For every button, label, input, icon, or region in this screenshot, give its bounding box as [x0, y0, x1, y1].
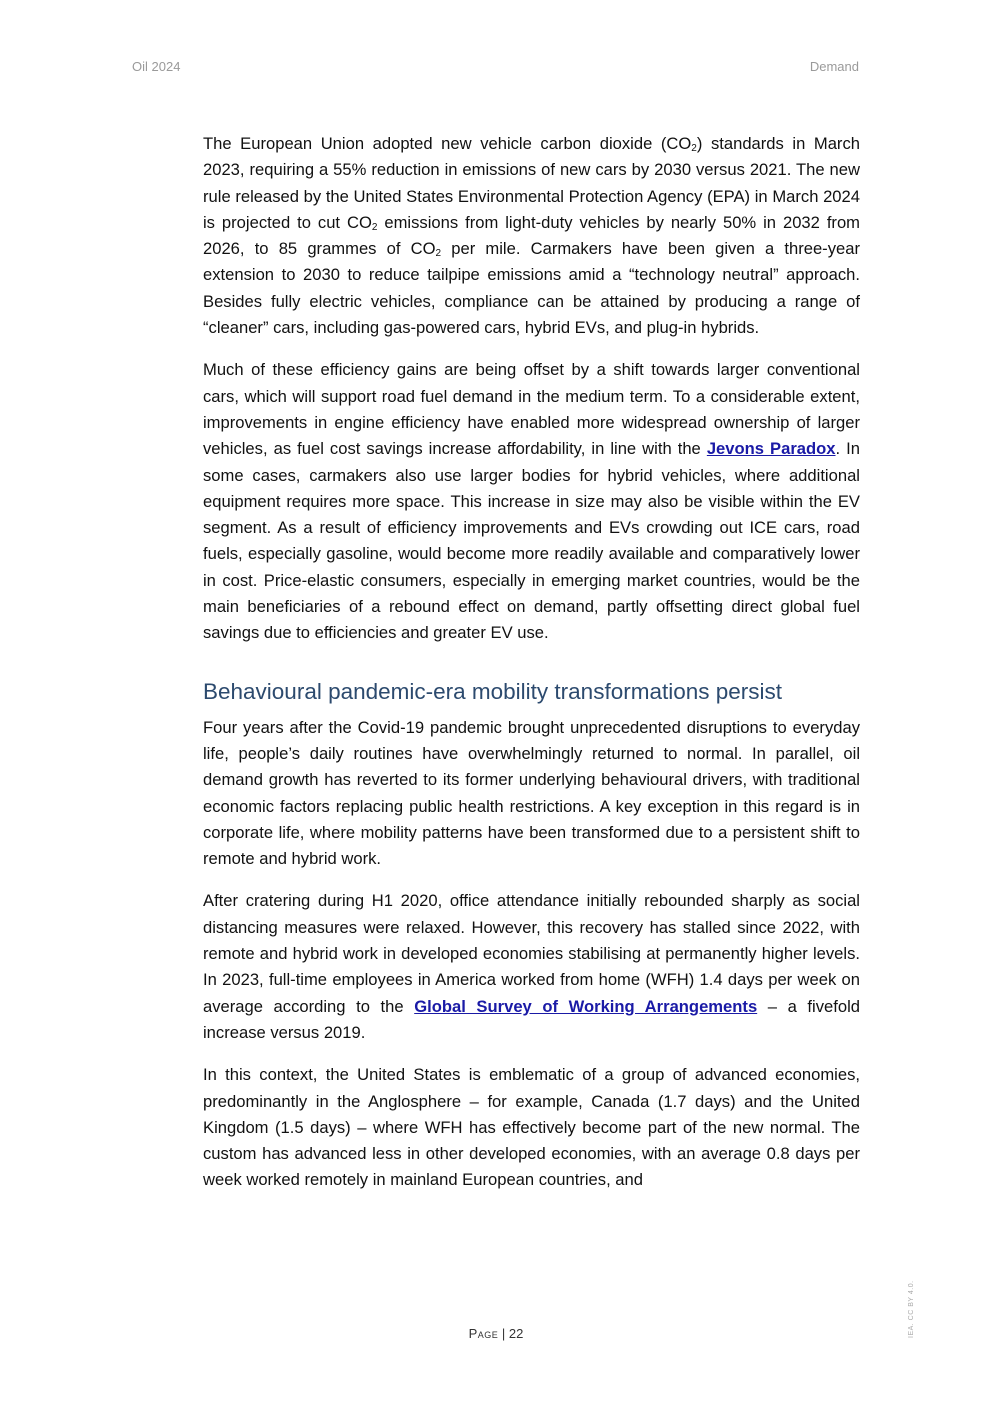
page-number: 22 [508, 1326, 524, 1341]
jevons-paradox-link[interactable]: Jevons Paradox [706, 439, 836, 459]
text-run: – a fivefold increase versus 2019. [203, 996, 860, 1042]
paragraph-pandemic: Four years after the Covid-19 pandemic brought unprecedented disruptions to everyday life, people’s daily routines have overwhelmingly returned to normal. In parallel, oil demand growth has reverted to its former underlying behavioural drivers, with traditional economic factors replacing public health restrictions. A key exception in this regard is in corporate life, where mobility patterns have been transformed due to a persistent shift to remote and hybrid work. [203, 717, 860, 869]
paragraph-efficiency-offset [203, 357, 860, 646]
text-run: . In some cases, carmakers also use larger bodies for hybrid vehicles, where additional equipment requires more space. This increase in size may also be visible within the EV segment. As a result of efficiency improvements and EVs crowding out ICE cars, road fuels, especially gasoline, would become more readily available and comparatively lower in cost. Price-elastic consumers, especially in emerging market countries, would be the main beneficiaries of a rebound effect on demand, partly offsetting direct global fuel savings due to efficiencies and greater EV use. [203, 439, 861, 643]
global-survey-link[interactable]: Global Survey of Working Arrangements [414, 996, 758, 1016]
header-report-title: Oil 2024 [132, 59, 181, 74]
text-run: The European Union adopted new vehicle carbon dioxide (CO [203, 134, 692, 153]
section-heading: Behavioural pandemic-era mobility transformations persist [203, 678, 783, 704]
main-content [203, 131, 860, 1210]
page-separator: | [498, 1326, 509, 1341]
paragraph-eu-standards [203, 131, 860, 341]
text-run: emissions from light-duty vehicles by nearly 50% in 2032 from 2026, to 85 grammes of CO [203, 212, 861, 259]
paragraph-us-context: In this context, the United States is emblematic of a group of advanced economies, predominantly in the Anglosphere – for example, Canada (1.7 days) and the United Kingdom (1.5 days) – where WFH has effectively become part of the new normal. The custom has advanced less in other developed economies, with an average 0.8 days per week worked remotely in mainland European countries, and [203, 1065, 860, 1190]
header-section-name: Demand [809, 59, 859, 74]
subscript: 2 [691, 143, 697, 154]
page-label: Page [468, 1326, 499, 1341]
subscript: 2 [435, 248, 442, 260]
text-run: Much of these efficiency gains are being offset by a shift towards larger conventional cars, which will support road fuel demand in the medium term. To a considerable extent, improvements in engine efficiency have enabled more widespread ownership of larger vehicles, as fuel cost savings increase affordability, in line with the [203, 360, 860, 459]
text-run: ) standards in March 2023, requiring a 55% reduction in emissions of new cars by 2030 versus 2021. The new rule released by the United States Environmental Protection Agency (EPA) in March 2024 is projected to cut CO [203, 134, 860, 232]
paragraph-office-attendance [203, 888, 860, 1046]
subscript: 2 [371, 221, 378, 233]
page-footer [0, 1326, 992, 1341]
license-notice: IEA. CC BY 4.0. [908, 1280, 915, 1338]
text-run: per mile. Carmakers have been given a three-year extension to 2030 to reduce tailpipe emissions amid a “technology neutral” approach. Besides fully electric vehicles, compliance can be attained by producing a range of “cleaner” cars, including gas-powered cars, hybrid EVs, and plug-in hybrids. [203, 239, 860, 338]
text-run: After cratering during H1 2020, office attendance initially rebounded sharply as social distancing measures were relaxed. However, this recovery has stalled since 2022, with remote and hybrid work in developed economies stabilising at permanently higher levels. In 2023, full-time employees in America worked from home (WFH) 1.4 days per week on average according to the [203, 891, 860, 1016]
